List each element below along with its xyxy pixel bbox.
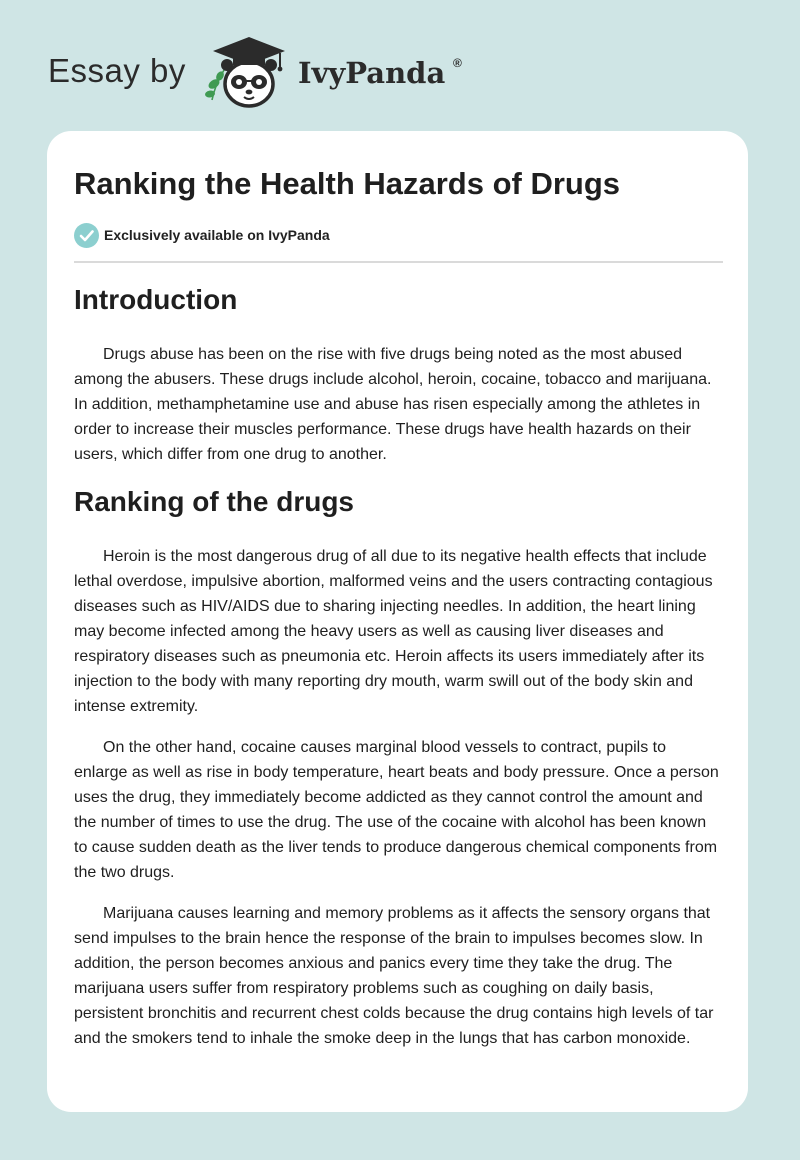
check-circle-icon [74, 223, 99, 248]
section-heading-ranking: Ranking of the drugs [74, 486, 354, 517]
paragraph: On the other hand, cocaine causes marginal blood vessels to contract, pupils to enlarge as well as rise in body temperature, heart beats and body pressure. Once a person uses the drug, they immediately become addicted as they cannot control the amount and the number of times to use the drug. The use of the cocaine with alcohol has been known to cause sudden death as the liver tends to produce dangerous chemical components from the two drugs. [74, 739, 719, 881]
essay-card [47, 131, 748, 1112]
brand-prefix: Essay by [48, 52, 186, 89]
brand-name: IvyPanda [298, 56, 446, 90]
essay-title: Ranking the Health Hazards of Drugs [74, 166, 621, 201]
title-divider [74, 261, 723, 263]
panda-mascot-icon [200, 34, 292, 110]
paragraph: Marijuana causes learning and memory problems as it affects the sensory organs that send impulses to the brain hence the response of the brain to impulses becomes slow. In addition, the person becomes anxious and panics every time they take the drug. The marijuana users suffer from respiratory problems such as coughing on daily basis, persistent bronchitis and recurrent chest colds because the drug contains high levels of tar and the smokers tend to inhale the smoke deep in the lungs that has carbon monoxide. [74, 905, 714, 1047]
brand-logo[interactable] [48, 34, 468, 110]
registered-mark: ® [453, 56, 462, 70]
paragraph: Heroin is the most dangerous drug of all due to its negative health effects that include lethal overdose, impulsive abortion, malformed veins and the users contracting contagious diseases such as HIV/AIDS due to sharing injecting needles. In addition, the heart lining may become infected among the heavy users as well as causing liver diseases and respiratory diseases such as pneumonia etc. Heroin affects its users immediately after its injection to the body with many reporting dry mouth, warm swill out of the body skin and intense extremity. [74, 548, 713, 715]
badge-text: Exclusively available on IvyPanda [104, 227, 330, 243]
paragraph: Drugs abuse has been on the rise with five drugs being noted as the most abused among the abusers. These drugs include alcohol, heroin, cocaine, tobacco and marijuana. In addition, methamphetamine use and abuse has risen especially among the athletes in order to increase their muscles performance. These drugs have health hazards on their users, which differ from one drug to another. [74, 346, 712, 463]
section-heading-introduction: Introduction [74, 284, 238, 315]
exclusive-badge [74, 222, 330, 248]
